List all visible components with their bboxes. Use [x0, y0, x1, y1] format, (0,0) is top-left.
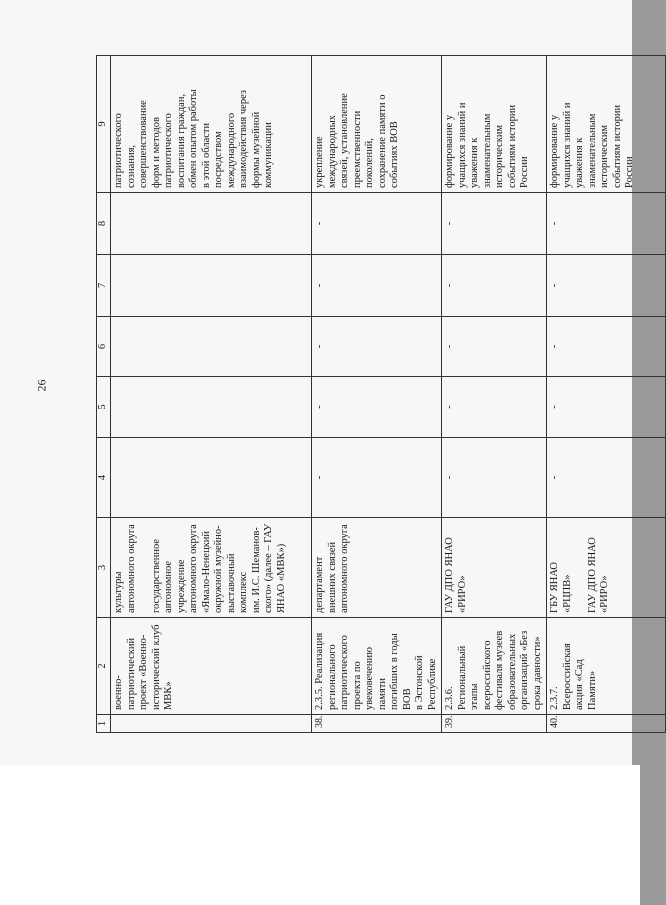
- result-cell: формирование у учащихся знаний и уважения к знаменательным историческим событиям истории России: [547, 56, 666, 193]
- value-cell: -: [442, 438, 547, 518]
- value-cell: [111, 193, 312, 255]
- event-name-cell: военно- патриотический проект «Военно- исторический клуб МВК»: [111, 618, 312, 715]
- value-cell: -: [312, 438, 442, 518]
- header-cell: 1: [97, 715, 111, 733]
- value-cell: -: [547, 255, 666, 317]
- table-row: [442, 56, 547, 733]
- row-number: [111, 715, 312, 733]
- header-cell: 2: [97, 618, 111, 715]
- table-row: [547, 56, 666, 733]
- value-cell: -: [442, 255, 547, 317]
- table-header-row: [97, 56, 111, 733]
- header-cell: 6: [97, 317, 111, 377]
- value-cell: -: [547, 193, 666, 255]
- header-cell: 3: [97, 518, 111, 618]
- responsible-cell: департамент внешних связей автономного округа: [312, 518, 442, 618]
- value-cell: -: [442, 377, 547, 438]
- event-name-cell: 2.3.7. Всероссийская акция «Сад Памяти»: [547, 618, 666, 715]
- result-cell: патриотического сознания, совершенствование форм и методов патриотического воспитания граждан, обмен опытом работы в этой области посредством международного взаимодействия через формы музейной коммуникации: [111, 56, 312, 193]
- plan-table: [96, 55, 666, 733]
- value-cell: -: [547, 438, 666, 518]
- value-cell: [111, 317, 312, 377]
- value-cell: -: [312, 255, 442, 317]
- responsible-cell: ГБУ ЯНАО «РЦПВ» ГАУ ДПО ЯНАО «РИРО»: [547, 518, 666, 618]
- value-cell: -: [442, 317, 547, 377]
- result-cell: формирование у учащихся знаний и уважения к знаменательным историческим событиям истории России: [442, 56, 547, 193]
- responsible-cell: ГАУ ДПО ЯНАО «РИРО»: [442, 518, 547, 618]
- value-cell: -: [312, 317, 442, 377]
- value-cell: -: [442, 193, 547, 255]
- header-cell: 7: [97, 255, 111, 317]
- value-cell: -: [547, 317, 666, 377]
- header-cell: 9: [97, 56, 111, 193]
- value-cell: [111, 255, 312, 317]
- value-cell: -: [312, 193, 442, 255]
- header-cell: 4: [97, 438, 111, 518]
- row-number: 39.: [442, 715, 547, 733]
- responsible-cell: культуры автономного округа государственное автономное учреждение автономного округа «Ямало-Ненецкий окружной музейно- выставочный комплекс им. И.С. Шеманов- ского» (далее – ГАУ ЯНАО «МВК»): [111, 518, 312, 618]
- header-cell: 8: [97, 193, 111, 255]
- value-cell: -: [547, 377, 666, 438]
- rotated-table-wrapper: [96, 56, 635, 733]
- row-number: 40.: [547, 715, 666, 733]
- row-number: 38.: [312, 715, 442, 733]
- value-cell: [111, 438, 312, 518]
- table-row: [111, 56, 312, 733]
- value-cell: [111, 377, 312, 438]
- value-cell: -: [312, 377, 442, 438]
- event-name-cell: 2.3.5. Реализация регионального патриотического проекта по увековечению памяти погибших в годы ВОВ в Эстонской Республике: [312, 618, 442, 715]
- table-row: [312, 56, 442, 733]
- event-name-cell: 2.3.6. Региональный этапы всероссийского фестиваля музеев образовательных организаций «Без срока давности»: [442, 618, 547, 715]
- page-number: 26: [34, 379, 49, 392]
- header-cell: 5: [97, 377, 111, 438]
- scan-margin: [0, 765, 640, 905]
- result-cell: укрепление международных связей, установление преемственности поколений, сохранение памяти о событиях ВОВ: [312, 56, 442, 193]
